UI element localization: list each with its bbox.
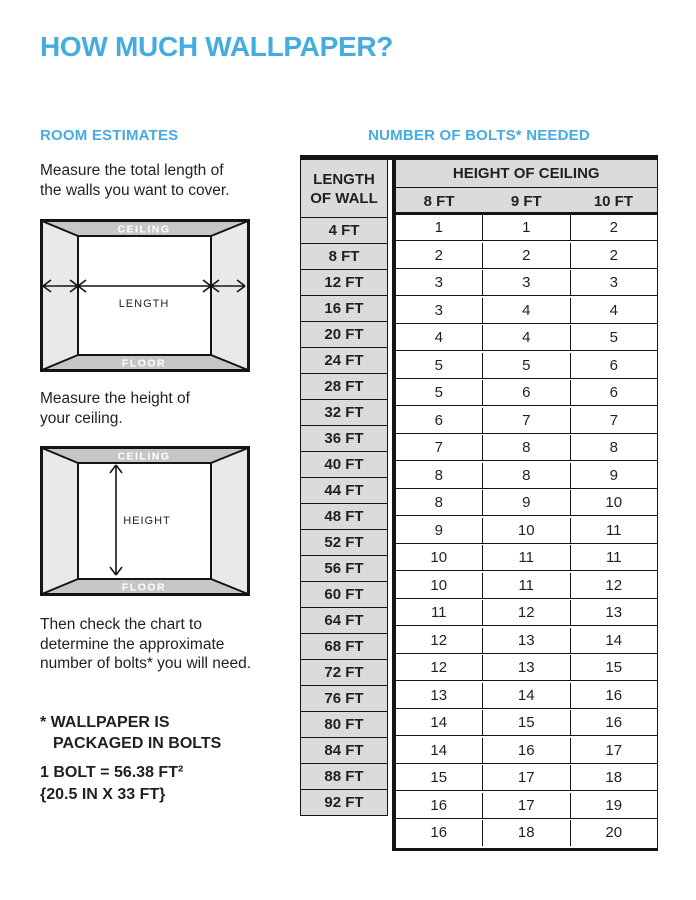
table-row	[396, 655, 658, 683]
bolt-count-cell: 8	[396, 490, 484, 516]
table-row	[396, 243, 658, 271]
bolt-count-cell: 8	[571, 435, 658, 461]
table-row	[396, 683, 658, 711]
bolt-info-line: {20.5 IN X 33 FT}	[40, 786, 166, 803]
bolt-count-cell: 9	[483, 490, 571, 516]
floor-label: FLOOR	[121, 357, 167, 370]
instruction-line: Then check the chart to	[40, 616, 202, 633]
bolt-count-cell: 9	[571, 463, 658, 489]
table-row	[396, 298, 658, 326]
table-row	[396, 490, 658, 518]
ceiling-label: CEILING	[117, 223, 171, 236]
room-height-diagram	[40, 446, 250, 601]
bolt-count-cell: 4	[483, 325, 571, 351]
wallpaper-footnote	[40, 712, 221, 754]
bolt-count-cell: 3	[396, 298, 484, 324]
bolt-count-cell: 17	[483, 793, 571, 819]
right-wall	[211, 448, 248, 594]
bolt-count-cell: 1	[483, 215, 571, 241]
bolt-count-cell: 16	[571, 710, 658, 736]
bolt-count-cell: 8	[483, 435, 571, 461]
instruction-line: Measure the height of	[40, 390, 190, 407]
wall-length-cell: 44 FT	[301, 478, 387, 504]
wall-length-cell: 64 FT	[301, 608, 387, 634]
instruction-line: Measure the total length of	[40, 162, 224, 179]
table-row	[396, 270, 658, 298]
bolt-count-cell: 13	[396, 683, 484, 709]
bolt-count-cell: 6	[396, 408, 484, 434]
bolt-table-body	[396, 215, 658, 848]
bolt-count-cell: 17	[483, 765, 571, 791]
bolt-count-cell: 12	[483, 600, 571, 626]
bolt-count-cell: 7	[571, 408, 658, 434]
instruction-line: your ceiling.	[40, 409, 123, 427]
table-row	[396, 408, 658, 436]
bolt-count-cell: 10	[396, 573, 484, 599]
wall-length-cell: 60 FT	[301, 582, 387, 608]
table-row	[396, 380, 658, 408]
back-wall	[78, 236, 211, 355]
bolt-count-cell: 3	[483, 270, 571, 296]
wall-length-cell: 28 FT	[301, 374, 387, 400]
wall-length-cell: 68 FT	[301, 634, 387, 660]
bolt-count-cell: 8	[396, 463, 484, 489]
table-row	[396, 518, 658, 546]
bolt-data-block	[392, 160, 659, 851]
wall-length-cell: 84 FT	[301, 738, 387, 764]
right-wall	[211, 221, 248, 370]
bolt-count-cell: 16	[571, 683, 658, 709]
wall-length-cell: 48 FT	[301, 504, 387, 530]
bolt-count-cell: 2	[483, 243, 571, 269]
bolt-count-cell: 6	[571, 380, 658, 406]
bolt-count-cell: 10	[396, 545, 484, 571]
bolt-count-cell: 8	[483, 463, 571, 489]
bolt-count-cell: 14	[396, 738, 484, 764]
bolt-count-cell: 11	[483, 573, 571, 599]
bolt-count-cell: 1	[396, 215, 484, 241]
ceiling-height-subheader	[396, 188, 658, 215]
wall-length-cell: 80 FT	[301, 712, 387, 738]
table-row	[396, 820, 658, 848]
room-length-svg	[40, 219, 250, 372]
header-line: LENGTH	[313, 170, 375, 188]
wall-length-cell: 40 FT	[301, 452, 387, 478]
bolt-count-cell: 3	[571, 270, 658, 296]
bolt-count-cell: 9	[396, 518, 484, 544]
table-row	[396, 793, 658, 821]
bolt-count-cell: 13	[483, 628, 571, 654]
height-label: HEIGHT	[123, 515, 171, 527]
bolt-count-cell: 7	[483, 408, 571, 434]
instruction-line: the walls you want to cover.	[40, 181, 230, 199]
room-height-svg	[40, 446, 250, 596]
wall-length-cell: 92 FT	[301, 790, 387, 816]
table-row	[396, 628, 658, 656]
bolt-count-cell: 4	[571, 298, 658, 324]
bolt-count-cell: 5	[571, 325, 658, 351]
bolt-count-cell: 15	[396, 765, 484, 791]
table-row	[396, 353, 658, 381]
wall-length-cell: 4 FT	[301, 218, 387, 244]
bolt-count-cell: 4	[396, 325, 484, 351]
wall-length-cell: 36 FT	[301, 426, 387, 452]
wall-length-cell: 56 FT	[301, 556, 387, 582]
bolt-count-cell: 14	[571, 628, 658, 654]
bolt-count-cell: 2	[396, 243, 484, 269]
wall-length-cell: 76 FT	[301, 686, 387, 712]
wall-length-column	[300, 160, 388, 816]
table-row	[396, 600, 658, 628]
table-row	[396, 765, 658, 793]
bolt-count-cell: 17	[571, 738, 658, 764]
wall-length-cell: 72 FT	[301, 660, 387, 686]
bolt-count-cell: 6	[483, 380, 571, 406]
bolts-table	[300, 155, 658, 851]
instruction-line: determine the approximate	[40, 635, 225, 653]
room-length-diagram	[40, 219, 250, 377]
bolt-count-cell: 16	[396, 820, 484, 846]
wall-length-cell: 16 FT	[301, 296, 387, 322]
table-row	[396, 463, 658, 491]
bolts-needed-heading: NUMBER OF BOLTS* NEEDED	[368, 127, 590, 144]
bolt-count-cell: 6	[571, 353, 658, 379]
bolt-count-cell: 11	[571, 545, 658, 571]
table-row	[396, 435, 658, 463]
table-row	[396, 710, 658, 738]
instruction-line: number of bolts* you will need.	[40, 655, 252, 672]
wall-length-cell: 32 FT	[301, 400, 387, 426]
table-row	[396, 573, 658, 601]
wall-length-cell: 12 FT	[301, 270, 387, 296]
bolt-count-cell: 15	[483, 710, 571, 736]
ceiling-label: CEILING	[117, 450, 171, 463]
bolt-count-cell: 11	[483, 545, 571, 571]
wall-length-cell: 24 FT	[301, 348, 387, 374]
bolt-count-cell: 15	[571, 655, 658, 681]
bolt-count-cell: 12	[571, 573, 658, 599]
bolt-info-line: 1 BOLT = 56.38 FT²	[40, 764, 184, 781]
wall-length-cell: 8 FT	[301, 244, 387, 270]
bolt-count-cell: 3	[396, 270, 484, 296]
bolt-count-cell: 20	[605, 824, 623, 841]
bolt-count-cell: 2	[571, 243, 658, 269]
wall-length-header	[301, 160, 387, 218]
instruction-measure-height	[40, 389, 190, 428]
instruction-check-chart	[40, 615, 251, 674]
bolt-count-cell: 16	[396, 793, 484, 819]
col-header-10ft: 10 FT	[593, 193, 634, 210]
bolt-count-cell: 2	[571, 215, 658, 241]
height-of-ceiling-header: HEIGHT OF CEILING	[396, 160, 658, 188]
wall-length-cell: 88 FT	[301, 764, 387, 790]
floor-label: FLOOR	[121, 581, 167, 594]
col-header-9ft: 9 FT	[510, 193, 542, 210]
bolt-count-cell: 5	[396, 353, 484, 379]
left-wall	[42, 221, 78, 370]
bolt-count-cell: 12	[396, 655, 484, 681]
bolt-count-cell: 11	[396, 600, 484, 626]
bolt-count-cell: 10	[571, 490, 658, 516]
bolt-count-cell: 18	[483, 820, 571, 846]
bolt-count-cell: 4	[483, 298, 571, 324]
col-header-8ft: 8 FT	[423, 193, 455, 210]
room-estimates-heading: ROOM ESTIMATES	[40, 127, 179, 144]
footnote-line: PACKAGED IN BOLTS	[53, 735, 222, 752]
table-row	[396, 215, 658, 243]
bolt-count-cell: 18	[571, 765, 658, 791]
bolt-count-cell: 16	[483, 738, 571, 764]
bolt-count-cell: 13	[483, 655, 571, 681]
bolt-size-info	[40, 762, 183, 806]
bolt-count-cell: 14	[483, 683, 571, 709]
footnote-line: * WALLPAPER IS	[40, 714, 170, 731]
bolt-count-cell: 13	[571, 600, 658, 626]
page-title: HOW MUCH WALLPAPER?	[40, 31, 394, 62]
bolt-count-cell: 7	[396, 435, 484, 461]
length-label: LENGTH	[118, 298, 170, 310]
table-row	[396, 325, 658, 353]
instruction-measure-length	[40, 161, 230, 200]
bolt-count-cell: 5	[483, 353, 571, 379]
header-line: OF WALL	[310, 189, 378, 207]
bolt-count-cell: 14	[396, 710, 484, 736]
bolt-count-cell: 11	[571, 518, 658, 544]
wall-length-cell: 52 FT	[301, 530, 387, 556]
left-wall	[42, 448, 78, 594]
table-row	[396, 545, 658, 573]
table-row	[396, 738, 658, 766]
bolt-count-cell: 19	[571, 793, 658, 819]
bolt-count-cell: 12	[396, 628, 484, 654]
bolt-count-cell: 5	[396, 380, 484, 406]
wall-length-cell: 20 FT	[301, 322, 387, 348]
bolt-count-cell: 10	[483, 518, 571, 544]
